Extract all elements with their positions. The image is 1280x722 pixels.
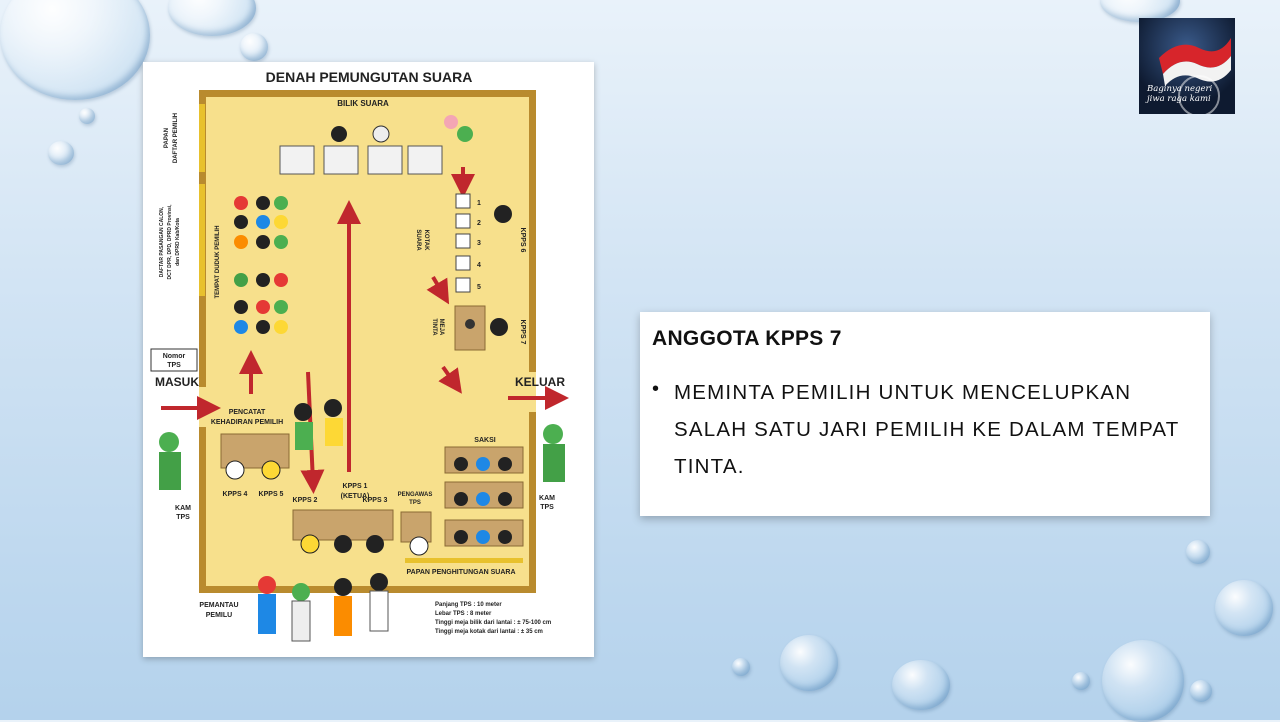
box-number-4: 4	[477, 262, 481, 269]
kpps5-figure	[262, 461, 280, 479]
logo-caption-line-1: Baginya negeri	[1147, 84, 1213, 94]
water-drop	[1072, 672, 1090, 690]
water-drop	[240, 33, 268, 61]
kpps7-figure	[490, 318, 508, 336]
kpps1-label-2: (KETUA)	[340, 493, 370, 500]
witness-tables	[445, 447, 523, 546]
textbox-body: MEMINTA PEMILIH UNTUK MENCELUPKAN SALAH SATU JARI PEMILIH KE DALAM TEMPAT TINTA.	[674, 381, 1180, 478]
bilik-suara-label: BILIK SUARA	[337, 99, 389, 108]
papan-label: PAPAN	[164, 127, 170, 149]
note-4: Tinggi meja kotak dari lantai : ± 35 cm	[435, 629, 543, 635]
kpps2-label: KPPS 2	[292, 497, 318, 504]
pencatat-label-1: PENCATAT	[228, 409, 266, 416]
bullet-icon: •	[652, 378, 660, 400]
meja-label: MEJA	[438, 318, 444, 336]
kotak-label: KOTAK	[423, 229, 429, 251]
daftar-pemilih-label: DAFTAR PEMILIH	[173, 112, 179, 164]
logo-caption-line-2: jiwa raga kami	[1147, 94, 1211, 104]
pengawas-label-2: TPS	[409, 500, 421, 506]
tinta-label: TINTA	[431, 318, 437, 336]
box-number-3: 3	[477, 240, 481, 247]
water-drop	[168, 0, 256, 36]
box-number-2: 2	[477, 220, 481, 227]
kpps4-label: KPPS 4	[222, 491, 248, 498]
tempat-duduk-label: TEMPAT DUDUK PEMILIH	[215, 225, 221, 299]
voter-figure	[294, 403, 312, 421]
masuk-label: MASUK	[155, 375, 199, 389]
voter-figure	[324, 399, 342, 417]
tps-label: TPS	[167, 362, 181, 369]
kpps1-figure	[334, 535, 352, 553]
floor-plan-title: DENAH PEMUNGUTAN SUARA	[265, 69, 473, 85]
textbox-title: ANGGOTA KPPS 7	[652, 327, 842, 350]
papan-daftar-sign	[199, 104, 205, 172]
pengawas-figure	[410, 537, 428, 555]
floor-plan-figure	[143, 62, 594, 657]
water-drop	[48, 141, 74, 165]
water-drop	[79, 108, 95, 124]
daftar-calon-label-2: DCT DPR, DPD, DPRD Provinsi,	[167, 204, 173, 280]
kam-right-label-2: TPS	[540, 504, 554, 511]
pemantau-label-1: PEMANTAU	[199, 602, 239, 609]
box-number-1: 1	[477, 200, 481, 207]
pengawas-label-1: PENGAWAS	[397, 492, 433, 498]
note-3: Tinggi meja bilik dari lantai : ± 75-100 cm	[435, 620, 552, 626]
kpps6-figure	[494, 205, 512, 223]
water-drop	[1102, 640, 1184, 722]
security-right-figure	[543, 424, 563, 444]
kpps1-label-1: KPPS 1	[342, 483, 368, 490]
kpps3-label: KPPS 3	[362, 497, 388, 504]
kpps6-label: KPPS 6	[519, 227, 526, 253]
water-drop	[892, 660, 950, 710]
water-drop	[1186, 540, 1210, 564]
voter-body	[295, 422, 313, 450]
pencatat-label-2: KEHADIRAN PEMILIH	[210, 419, 284, 426]
security-left-body	[159, 452, 181, 490]
keluar-label: KELUAR	[515, 375, 565, 389]
content-textbox	[640, 312, 1210, 516]
note-1: Panjang TPS : 10 meter	[435, 602, 502, 608]
water-drop	[1215, 580, 1273, 636]
security-right-body	[543, 444, 565, 482]
suara-label: SUARA	[415, 229, 421, 251]
daftar-calon-label-3: dan DPRD Kab/Kota	[175, 218, 181, 266]
kpps7-label: KPPS 7	[519, 319, 526, 345]
pemantau-label-2: PEMILU	[205, 612, 233, 619]
note-2: Lebar TPS : 8 meter	[435, 611, 492, 617]
water-drop	[780, 635, 838, 691]
kpps2-figure	[301, 535, 319, 553]
papan-hitung-label: PAPAN PENGHITUNGAN SUARA	[406, 569, 516, 576]
kpps5-label: KPPS 5	[258, 491, 284, 498]
box-number-5: 5	[477, 284, 481, 291]
papan-hitung-sign	[405, 558, 523, 563]
water-drop	[1190, 680, 1212, 702]
kam-right-label-1: KAM	[539, 495, 555, 502]
saksi-label: SAKSI	[474, 437, 496, 444]
ink-pot	[465, 319, 475, 329]
logo-caption	[1147, 84, 1235, 104]
kpps4-figure	[226, 461, 244, 479]
daftar-calon-sign	[199, 184, 205, 296]
voter-body	[325, 418, 343, 446]
nomor-label: Nomor	[162, 353, 186, 360]
floor-plan-drawing	[143, 62, 594, 657]
water-drop	[732, 658, 750, 676]
security-left-figure	[159, 432, 179, 452]
kam-left-label-2: TPS	[176, 514, 190, 521]
daftar-calon-label-1: DAFTAR PASANGAN CALON,	[159, 206, 165, 278]
kpps3-figure	[366, 535, 384, 553]
flag-logo-image	[1139, 18, 1235, 114]
kam-left-label-1: KAM	[175, 505, 191, 512]
water-drop	[0, 0, 150, 100]
